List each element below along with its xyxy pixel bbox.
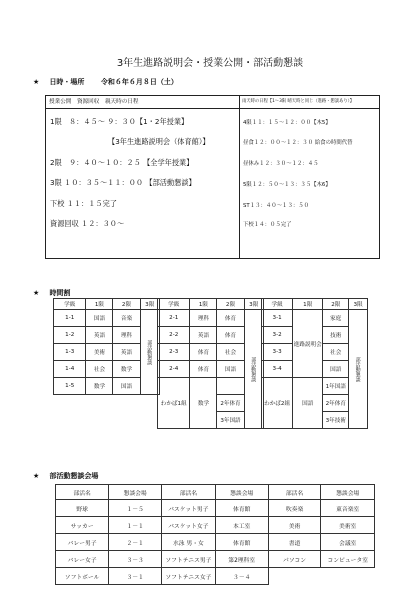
table-row	[56, 500, 375, 517]
table-row	[56, 551, 375, 568]
venue-cell: １－５	[109, 500, 162, 517]
venue-cell: 本工室	[215, 517, 268, 534]
class-cell: 2-1	[158, 310, 190, 327]
header-cell: 3限	[140, 299, 160, 310]
class-cell: 1-3	[54, 344, 86, 361]
period-cell: 英語	[86, 327, 113, 344]
period-cell: 3年技術	[323, 412, 349, 429]
class-cell: わかば2組	[262, 378, 293, 429]
class-cell: 3-3	[262, 344, 293, 361]
period-cell: 国語	[217, 361, 244, 378]
period-cell: 社会	[86, 361, 113, 378]
class-cell: 3-1	[262, 310, 293, 327]
section-label: 時間割	[49, 289, 71, 297]
event-date: 令和６年６月８日（土）	[100, 78, 178, 86]
venue-cell: ３－３	[109, 551, 162, 568]
sunny-schedule-header: 授業公開 資源回収 親天時の日程	[46, 96, 239, 109]
header-cell: 懇談会場	[109, 485, 162, 500]
rainy-schedule-header: 雨天時の日程【1～3限 晴天時と同じ（進路・懇談あり）】	[240, 96, 379, 109]
class-cell: 1-2	[54, 327, 86, 344]
club-cell: バレー女子	[56, 551, 109, 568]
header-cell: 2限	[113, 299, 140, 310]
class-cell: 1-4	[54, 361, 86, 378]
header-cell: 学級	[158, 299, 190, 310]
section-label: 日時・場所	[49, 78, 85, 86]
venue-cell: 会議室	[321, 534, 375, 551]
rainy-schedule	[240, 96, 379, 258]
period-cell: 国語	[293, 378, 323, 429]
period-cell: 体育	[217, 310, 244, 327]
header-cell: 懇談会場	[321, 485, 375, 500]
class-cell: 2-3	[158, 344, 190, 361]
class-cell: 2-2	[158, 327, 190, 344]
venue-cell: ２－１	[109, 534, 162, 551]
class-cell: わかば1組	[158, 378, 190, 429]
section-venues-heading	[33, 471, 98, 481]
star-icon: ★	[33, 472, 40, 480]
header-cell: 2限	[217, 299, 244, 310]
page-title: 3年生進路説明会・授業公開・部活動懇談	[116, 58, 304, 69]
sunny-schedule	[46, 96, 240, 258]
schedule-line: 下校 １１：１５完了	[50, 199, 117, 208]
class-cell: 1-5	[54, 378, 86, 395]
section-datetime-heading	[33, 77, 178, 87]
club-cell: 吹奏楽	[268, 500, 321, 517]
period-cell: 社会	[323, 344, 349, 361]
schedule-line: 3限 １０：３５～１１：００ 【部活動懇談】	[50, 178, 196, 187]
header-cell: 3限	[244, 299, 264, 310]
header-cell: 学級	[54, 299, 86, 310]
class-cell: 2-4	[158, 361, 190, 378]
third-period-cell: 部活動懇談	[349, 310, 368, 429]
period-cell: 音楽	[113, 310, 140, 327]
header-cell: 部活名	[268, 485, 321, 500]
rainy-line: 5限１２：５０～１３：３５【木6】	[243, 182, 331, 188]
period-cell: 国語	[323, 361, 349, 378]
venue-cell: 体育館	[215, 500, 268, 517]
club-cell: パソコン	[268, 551, 321, 568]
club-cell: 美術	[268, 517, 321, 534]
period-cell: 英語	[113, 344, 140, 361]
header-cell: 1限	[190, 299, 217, 310]
section-timetable-heading	[33, 288, 70, 298]
table-row	[56, 517, 375, 534]
venue-cell: コンピュータ室	[321, 551, 375, 568]
venue-table	[55, 484, 375, 585]
period-cell: 美術	[86, 344, 113, 361]
class-cell: 1-1	[54, 310, 86, 327]
club-cell: バスケット女子	[162, 517, 216, 534]
schedule-line: 資源回収 １２：３０～	[50, 219, 125, 228]
rainy-line: 下校１４：０５完了	[243, 222, 292, 228]
period-cell: 2年体育	[323, 395, 349, 412]
header-cell: 学級	[262, 299, 293, 310]
period-cell	[217, 378, 244, 395]
header-cell: 懇談会場	[215, 485, 268, 500]
period-cell: 技術	[323, 327, 349, 344]
rainy-line: ST１３：４０～１３：５０	[243, 203, 310, 209]
star-icon: ★	[33, 289, 40, 297]
venue-cell: 東音楽室	[321, 500, 375, 517]
empty-cell	[321, 568, 375, 585]
club-cell: ソフトテニス女子	[162, 568, 216, 585]
period-cell: 社会	[217, 344, 244, 361]
period-cell: 体育	[217, 327, 244, 344]
header-cell: 1限	[86, 299, 113, 310]
timetable-group-3	[261, 298, 368, 429]
venue-cell: １－１	[109, 517, 162, 534]
header-cell: 2限	[323, 299, 349, 310]
timetable-group-1	[53, 298, 160, 395]
club-cell: ソフトテニス男子	[162, 551, 216, 568]
schedule-line: 【3年生進路説明会（体育館）】	[108, 137, 210, 146]
table-row	[56, 534, 375, 551]
period-cell: 国語	[86, 310, 113, 327]
class-cell: 3-4	[262, 361, 293, 378]
period-cell: 数学	[113, 361, 140, 378]
club-cell: ソフトボール	[56, 568, 109, 585]
club-cell: バレー男子	[56, 534, 109, 551]
empty-cell	[268, 568, 321, 585]
club-cell: 水泳 男・女	[162, 534, 216, 551]
schedule-line: 2限 ９：４０～１０：２５ 【全学年授業】	[50, 158, 194, 167]
venue-cell: 体育館	[215, 534, 268, 551]
section-label: 部活動懇談会場	[49, 472, 99, 480]
header-cell: 部活名	[56, 485, 109, 500]
period-cell: 数学	[190, 378, 217, 429]
star-icon: ★	[33, 78, 40, 86]
third-period-cell: 部活動懇談	[140, 310, 160, 395]
period-cell: 家庭	[323, 310, 349, 327]
rainy-line: 昼休み１２：３０～１２：４５	[243, 161, 319, 167]
period-cell: 1年国語	[323, 378, 349, 395]
venue-cell: ３－１	[109, 568, 162, 585]
period-cell: 国語	[113, 378, 140, 395]
header-cell: 1限	[293, 299, 323, 310]
schedule-box	[45, 95, 380, 259]
header-cell: 部活名	[162, 485, 216, 500]
club-cell: サッカー	[56, 517, 109, 534]
third-period-cell: 部活動懇談	[244, 310, 264, 429]
rainy-line: 昼食１２：００～１２：３０ 給食の時間代替	[243, 140, 353, 146]
timetable-group-2	[157, 298, 264, 429]
period-cell: 理科	[113, 327, 140, 344]
period-cell: 体育	[190, 344, 217, 361]
table-row	[56, 568, 375, 585]
period-cell: 3年国語	[217, 412, 244, 429]
rainy-line: 4限１１：１５～１２：００【木5】	[243, 120, 331, 126]
header-cell: 3限	[349, 299, 368, 310]
club-cell: 書道	[268, 534, 321, 551]
period-cell: 進路説明会	[293, 310, 323, 378]
club-cell: バスケット男子	[162, 500, 216, 517]
venue-cell: 第2理科室	[215, 551, 268, 568]
period-cell: 理科	[190, 310, 217, 327]
period-cell: 2年体育	[217, 395, 244, 412]
period-cell: 体育	[190, 361, 217, 378]
class-cell: 3-2	[262, 327, 293, 344]
schedule-line: 1限 ８：４５～ ９：３０【1・2年授業】	[50, 117, 189, 126]
period-cell: 数学	[86, 378, 113, 395]
venue-cell: ３－４	[215, 568, 268, 585]
venue-cell: 美術室	[321, 517, 375, 534]
period-cell: 英語	[190, 327, 217, 344]
club-cell: 野球	[56, 500, 109, 517]
